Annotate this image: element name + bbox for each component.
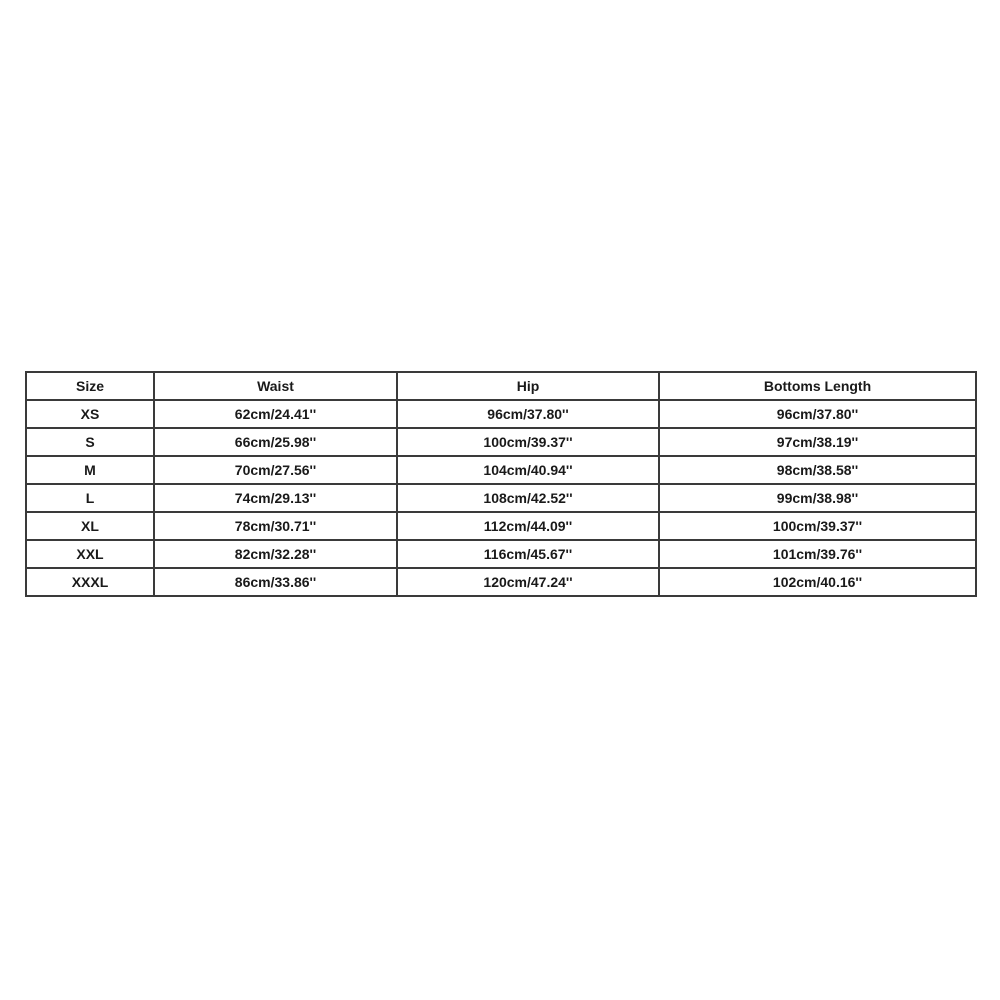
header-size: Size (26, 372, 154, 400)
cell-size: S (26, 428, 154, 456)
cell-hip: 108cm/42.52'' (397, 484, 659, 512)
cell-bottoms-length: 101cm/39.76'' (659, 540, 976, 568)
table-row (26, 456, 976, 484)
cell-waist: 82cm/32.28'' (154, 540, 397, 568)
cell-hip: 112cm/44.09'' (397, 512, 659, 540)
size-chart-table (25, 371, 977, 597)
cell-size: M (26, 456, 154, 484)
cell-hip: 116cm/45.67'' (397, 540, 659, 568)
cell-size: XXXL (26, 568, 154, 596)
cell-hip: 96cm/37.80'' (397, 400, 659, 428)
cell-size: XS (26, 400, 154, 428)
table-row (26, 540, 976, 568)
table-row (26, 400, 976, 428)
header-waist: Waist (154, 372, 397, 400)
cell-size: L (26, 484, 154, 512)
table-row (26, 512, 976, 540)
table-header-row (26, 372, 976, 400)
cell-waist: 66cm/25.98'' (154, 428, 397, 456)
cell-hip: 100cm/39.37'' (397, 428, 659, 456)
cell-bottoms-length: 98cm/38.58'' (659, 456, 976, 484)
cell-bottoms-length: 100cm/39.37'' (659, 512, 976, 540)
header-bottoms-length: Bottoms Length (659, 372, 976, 400)
table-row (26, 568, 976, 596)
cell-bottoms-length: 96cm/37.80'' (659, 400, 976, 428)
cell-waist: 70cm/27.56'' (154, 456, 397, 484)
table-row (26, 428, 976, 456)
cell-waist: 62cm/24.41'' (154, 400, 397, 428)
cell-size: XXL (26, 540, 154, 568)
cell-bottoms-length: 99cm/38.98'' (659, 484, 976, 512)
cell-size: XL (26, 512, 154, 540)
cell-hip: 120cm/47.24'' (397, 568, 659, 596)
cell-waist: 74cm/29.13'' (154, 484, 397, 512)
table-row (26, 484, 976, 512)
cell-waist: 78cm/30.71'' (154, 512, 397, 540)
cell-bottoms-length: 97cm/38.19'' (659, 428, 976, 456)
cell-hip: 104cm/40.94'' (397, 456, 659, 484)
cell-waist: 86cm/33.86'' (154, 568, 397, 596)
cell-bottoms-length: 102cm/40.16'' (659, 568, 976, 596)
header-hip: Hip (397, 372, 659, 400)
